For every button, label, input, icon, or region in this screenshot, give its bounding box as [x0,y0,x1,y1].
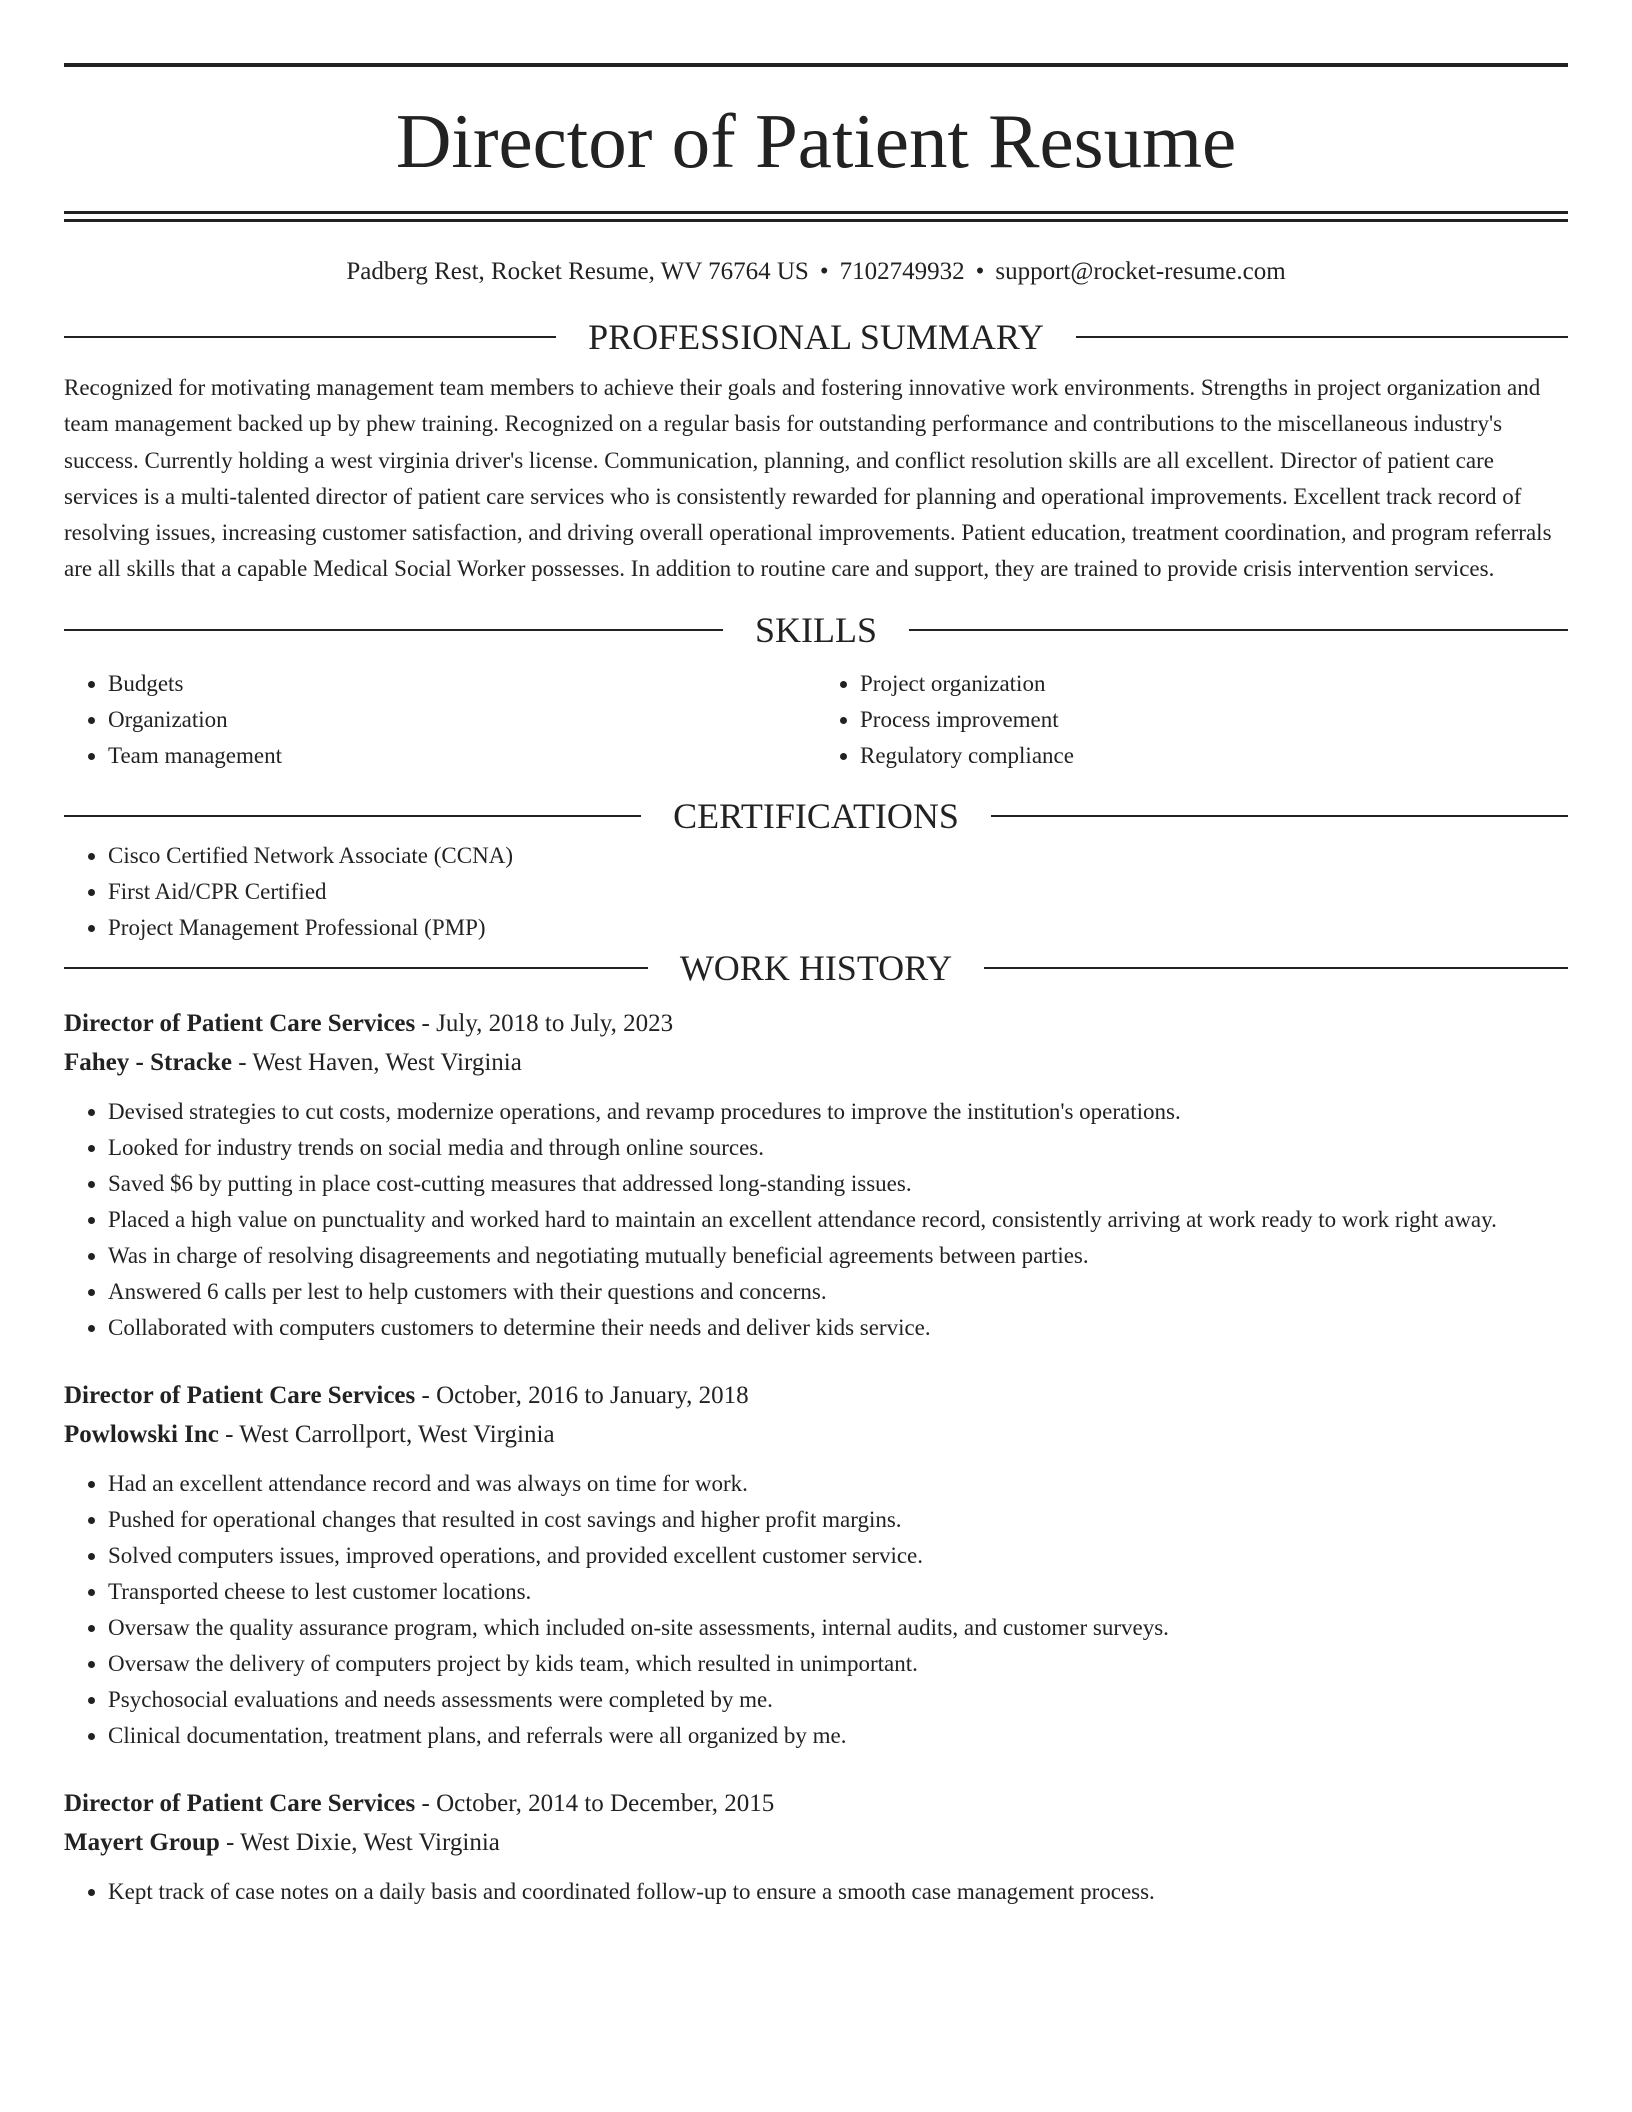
skills-column-right [816,666,1568,774]
job-location: - West Dixie, West Virginia [219,1828,500,1856]
job-title: Director of Patient Care Services [64,1009,416,1037]
job-location: - West Haven, West Virginia [232,1048,522,1076]
summary-heading [64,315,1568,359]
job-dates: - October, 2014 to December, 2015 [415,1789,775,1817]
job-title-line [64,1004,1568,1043]
job-company: Powlowski Inc [64,1420,219,1448]
certifications-heading [64,794,1568,838]
certifications-heading-label: CERTIFICATIONS [673,795,959,836]
job-bullet: • Looked for industry trends on social media and through online sources. [108,1130,1568,1166]
certifications-list [64,838,1568,946]
job-bullet: • Psychosocial evaluations and needs assessments were completed by me. [108,1682,1568,1718]
certification-item: • Cisco Certified Network Associate (CCNA) [108,838,1568,874]
job-location: - West Carrollport, West Virginia [218,1420,555,1448]
certification-item: • First Aid/CPR Certified [108,874,1568,910]
job-entry [64,1004,1568,1346]
contact-line [64,257,1568,287]
skills-heading [64,608,1568,652]
job-bullet: • Placed a high value on punctuality and worked hard to maintain an excellent attendance record, consistently arriving at work ready to work right away. [108,1202,1568,1238]
job-bullet: • Was in charge of resolving disagreements and negotiating mutually beneficial agreements between parties. [108,1238,1568,1274]
resume-title: Director of Patient Resume [395,98,1237,184]
heading-rule [64,815,641,817]
job-bullet: • Pushed for operational changes that resulted in cost savings and higher profit margins. [108,1502,1568,1538]
skills-column-left [64,666,816,774]
job-bullet: • Transported cheese to lest customer locations. [108,1574,1568,1610]
skill-item: • Organization [108,702,816,738]
contact-separator: • [819,258,829,285]
job-company: Mayert Group [64,1828,220,1856]
work-history-heading-label: WORK HISTORY [679,947,953,988]
certification-item: • Project Management Professional (PMP) [108,910,1568,946]
job-dates: - October, 2016 to January, 2018 [415,1381,749,1409]
job-bullets [64,1094,1568,1346]
job-title-line [64,1784,1568,1823]
job-company-line [64,1823,1568,1862]
job-dates: - July, 2018 to July, 2023 [415,1009,674,1037]
heading-rule [64,967,648,969]
job-title-line [64,1376,1568,1415]
job-title: Director of Patient Care Services [64,1381,416,1409]
job-bullet: • Saved $6 by putting in place cost-cutting measures that addressed long-standing issues. [108,1166,1568,1202]
job-company: Fahey - Stracke [64,1048,233,1076]
job-bullet: • Clinical documentation, treatment plans, and referrals were all organized by me. [108,1718,1568,1754]
skills-heading-label: SKILLS [755,609,878,650]
job-entry [64,1376,1568,1754]
job-company-line [64,1043,1568,1082]
contact-separator: • [975,258,985,285]
summary-heading-label: PROFESSIONAL SUMMARY [588,317,1044,357]
title-double-rule [64,211,1568,222]
heading-rule [909,629,1568,631]
heading-rule [984,967,1568,969]
skill-item: • Budgets [108,666,816,702]
heading-rule [1076,336,1568,338]
contact-address: Padberg Rest, Rocket Resume, WV 76764 US [346,258,809,285]
resume-page [64,63,1568,1940]
skill-item: • Process improvement [860,702,1568,738]
skill-item: • Team management [108,738,816,774]
job-bullet: • Devised strategies to cut costs, modernize operations, and revamp procedures to improve the institution's operations. [108,1094,1568,1130]
job-bullet: • Oversaw the quality assurance program, which included on-site assessments, internal audits, and customer surveys. [108,1610,1568,1646]
skill-item: • Project organization [860,666,1568,702]
skill-item: • Regulatory compliance [860,738,1568,774]
top-rule [64,63,1568,67]
job-company-line [64,1415,1568,1454]
contact-phone: 7102749932 [839,258,965,285]
heading-rule [64,336,556,338]
skills-list [64,666,1568,774]
heading-rule [64,629,723,631]
job-title: Director of Patient Care Services [64,1789,416,1817]
job-bullet: • Oversaw the delivery of computers project by kids team, which resulted in unimportant. [108,1646,1568,1682]
job-bullet: • Kept track of case notes on a daily basis and coordinated follow-up to ensure a smooth case management process. [108,1874,1568,1910]
job-bullets [64,1466,1568,1754]
heading-rule [991,815,1568,817]
job-bullet: • Collaborated with computers customers to determine their needs and deliver kids service. [108,1310,1568,1346]
job-bullet: • Solved computers issues, improved operations, and provided excellent customer service. [108,1538,1568,1574]
summary-text: Recognized for motivating management team members to achieve their goals and fostering innovative work environments. Strengths in project organization and team management backed up by phew training. Recognized on a regular basis for outstanding performance and contributions to the miscellaneous industry's success. Currently holding a west virginia driver's license. Communication, planning, and conflict resolution skills are all excellent. Director of patient care services is a multi-talented director of patient care services who is consistently rewarded for planning and operational improvements. Excellent track record of resolving issues, increasing customer satisfaction, and driving overall operational improvements. Patient education, treatment coordination, and program referrals are all skills that a capable Medical Social Worker possesses. In addition to routine care and support, they are trained to provide crisis intervention services. [64,375,1552,582]
job-bullet: • Answered 6 calls per lest to help customers with their questions and concerns. [108,1274,1568,1310]
contact-email: support@rocket-resume.com [995,258,1286,285]
work-history-heading [64,946,1568,990]
job-bullet: • Had an excellent attendance record and was always on time for work. [108,1466,1568,1502]
job-entry [64,1784,1568,1910]
job-bullets [64,1874,1568,1910]
